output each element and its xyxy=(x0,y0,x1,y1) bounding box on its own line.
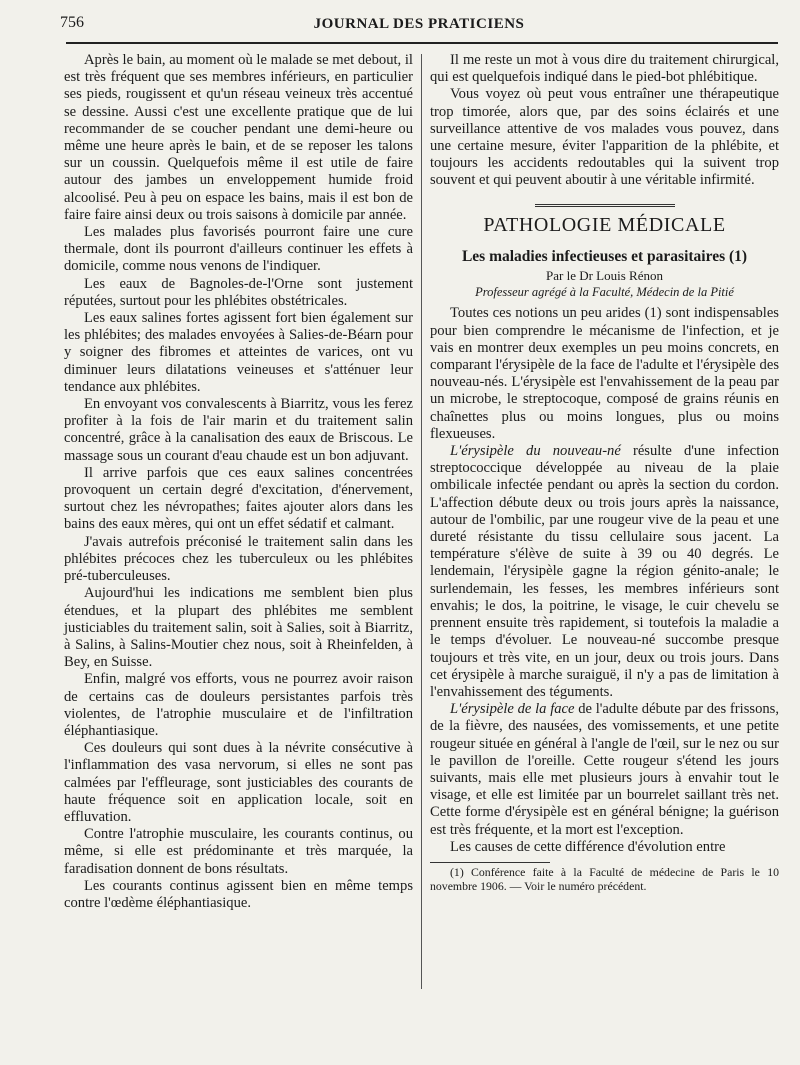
article-title: Les maladies infectieuses et parasitaires (1) xyxy=(461,247,748,265)
paragraph xyxy=(430,701,779,839)
paragraph: Vous voyez où peut vous entraîner une thérapeutique trop timorée, alors que, par des soins éclairés et une surveillance attentive de vos malades vous pouvez, dans une certaine mesure, éviter l'apparition de la phlébite, et toujours les accidents redoutables qui la suivent trop souvent et qui peuvent aboutir à une véritable infirmité. xyxy=(430,86,779,189)
right-column xyxy=(430,52,779,893)
article-affiliation: Professeur agrégé à la Faculté, Médecin de la Pitié xyxy=(475,285,734,300)
footnote-rule xyxy=(430,862,550,863)
paragraph: Les malades plus favorisés pourront faire une cure thermale, dont ils pourront d'ailleurs continuer les effets à domicile, comme nous venons de l'indiquer. xyxy=(64,224,413,275)
paragraph: En envoyant vos convalescents à Biarritz, vous les ferez profiter à la fois de l'air marin et du traitement salin concentré, grâce à la canalisation des eaux de Briscous. Le massage sous un courant d'eau chaude est un bon adjuvant. xyxy=(64,396,413,464)
footnote: (1) Conférence faite à la Faculté de médecine de Paris le 10 novembre 1906. — Voir le numéro précédent. xyxy=(430,864,779,893)
paragraph-body: résulte d'une infection streptococcique développée au niveau de la plaie ombilicale infectée pendant ou après la section du cordon. L'affection débute deux ou trois jours après la naissance, autour de l'ombilic, par une rougeur vive de la peau et une dureté résistante du tissu cellulaire sous jacent. La température s'élève de suite à 39 ou 40 degrés. Le lendemain, l'érysipèle gagne la région génito-anale; le surlendemain, les fesses, les membres inférieurs sont envahis; le dos, la poitrine, le visage, le cuir chevelu se prennent ensuite très rapidement, si toutefois la maladie a le temps d'évoluer. Le nouveau-né succombe presque toujours et très vite, en un jour, deux ou trois jours. Dans cet érysipèle à marche suraiguë, il n'y a pas de limitation à l'envahissement des téguments. xyxy=(430,443,779,700)
paragraph: Les courants continus agissent bien en même temps contre l'œdème éléphantiasique. xyxy=(64,877,413,911)
section-separator xyxy=(535,204,675,207)
paragraph: Il arrive parfois que ces eaux salines concentrées provoquent un certain degré d'excitation, d'énervement, surtout chez les névropathes; faites ajouter alors dans les bains des eaux mères, qui ont un effet sédatif et calmant. xyxy=(64,464,413,533)
paragraph: Aujourd'hui les indications me semblent bien plus étendues, et la plupart des phlébites me semblent justiciables du traitement salin, soit à Salies, soit à Biarritz, à Salins, à Salins-Moutier chez nous, soit à Rheinfelden, à Bey, en Suisse. xyxy=(64,585,413,671)
paragraph: J'avais autrefois préconisé le traitement salin dans les phlébites précoces chez les tuberculeux ou les phlébites pré-tuberculeuses. xyxy=(64,533,413,585)
paragraph: Ces douleurs qui sont dues à la névrite consécutive à l'inflammation des vasa nervorum, si elles ne sont pas calmées par l'effleurage, sont justiciables des courants de haute fréquence soit en application locale, soit en effluvation. xyxy=(64,740,413,825)
paragraph: Les eaux salines fortes agissent fort bien également sur les phlébites; des malades envoyées à Salies-de-Béarn pour y soigner des fibromes et atteintes de varices, ont vu diminuer leurs dilatations veineuses et s'atténuer leur tendance aux phlébites. xyxy=(64,310,413,395)
paragraph: Les causes de cette différence d'évolution entre xyxy=(450,838,726,855)
paragraph: Après le bain, au moment où le malade se met debout, il est très fréquent que ses membres inférieurs, en particulier ses pieds, rougissent et qu'un réseau veineux très accentué se dessine. Aussi c'est une excellente pratique que de lui recommander de se coucher pendant une demi-heure ou même une heure après le bain, et de se reposer les talons sur un coussin. Quelquefois même il est utile de faire autour des jambes un enveloppement humide froid alcoolisé. Peu à peu on espace les bains, mais il est bon de faire faire ainsi deux ou trois saisons à domicile par année. xyxy=(64,52,413,223)
section-title: PATHOLOGIE MÉDICALE xyxy=(483,213,726,236)
paragraph: Contre l'atrophie musculaire, les courants continus, ou même, si elle est prédominante et très marquée, la faradisation donnent de bons résultats. xyxy=(64,826,413,877)
page-number: 756 xyxy=(60,14,84,31)
paragraph-body: de l'adulte débute par des frissons, de la fièvre, des nausées, des vomissements, et une petite rougeur située en général à l'angle de l'œil, sur le nez ou sur le pavillon de l'oreille. Cette rougeur s'étend les jours suivants, mais elle met plusieurs jours à envahir tout le visage, et elle est limitée par un bourrelet saillant très net. Cette forme d'érysipèle est en général bénigne; la guérison est très fréquente, et la mort est l'exception. xyxy=(430,701,779,838)
paragraph: Les eaux de Bagnoles-de-l'Orne sont justement réputées, surtout pour les phlébites obstétricales. xyxy=(64,275,413,309)
paragraph-lead: L'érysipèle du nouveau-né xyxy=(450,443,621,460)
left-column xyxy=(64,52,413,912)
paragraph-lead: L'érysipèle de la face xyxy=(450,701,575,718)
running-title: JOURNAL DES PRATICIENS xyxy=(313,16,525,32)
article-author: Par le Dr Louis Rénon xyxy=(546,268,663,284)
header-rule xyxy=(66,42,778,44)
paragraph: Enfin, malgré vos efforts, vous ne pourrez avoir raison de certains cas de douleurs persistantes parfois très violentes, de l'atrophie musculaire et de l'infiltration éléphantiasique. xyxy=(64,671,413,739)
paragraph: Toutes ces notions un peu arides (1) sont indispensables pour bien comprendre le mécanisme de l'infection, et je vais en montrer deux exemples un peu moins concrets, en comparant l'érysipèle de la face de l'adulte et l'érysipèle des nouveau-nés. L'érysipèle est l'envahissement de la peau par un microbe, le streptocoque, composé de grains réunis en chaînettes plus ou moins longues, plus ou moins flexueuses. xyxy=(430,305,779,442)
page-header xyxy=(60,12,778,40)
paragraph xyxy=(430,443,779,701)
paragraph: Il me reste un mot à vous dire du traitement chirurgical, qui est quelquefois indiqué dans le pied-bot phlébitique. xyxy=(430,52,779,86)
column-divider xyxy=(421,54,422,989)
